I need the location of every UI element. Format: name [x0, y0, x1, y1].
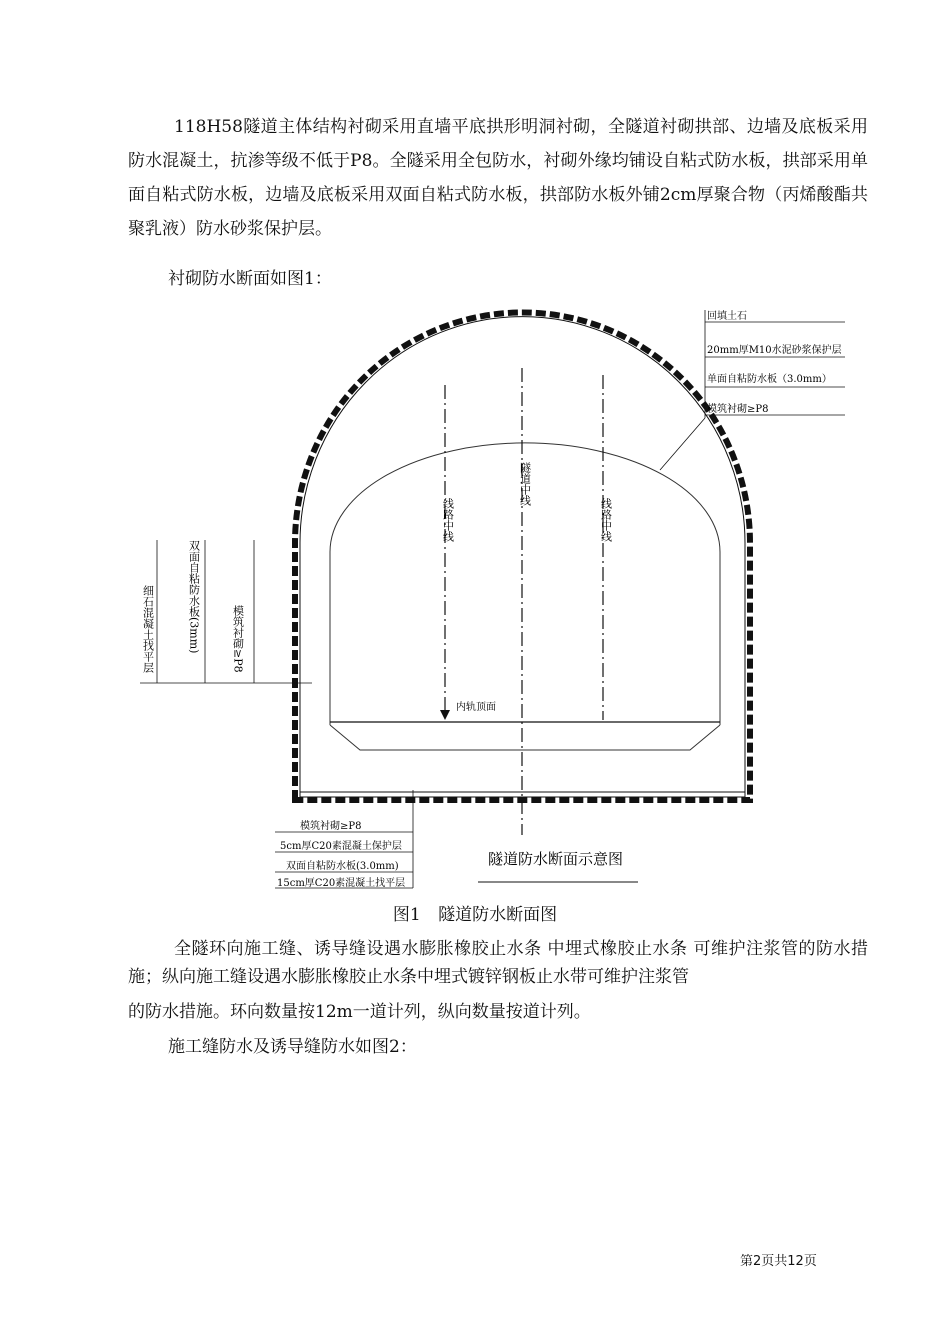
outer-lining-edge — [300, 317, 745, 797]
rail-top-label: 内轨顶面 — [456, 702, 496, 713]
backfill-label: 回填土石 — [707, 311, 747, 322]
bottom-lining-label: 模筑衬砌≥P8 — [300, 821, 362, 832]
left-lining-vlabel: 模筑衬砌≥P8 — [231, 605, 245, 673]
figure-title: 隧道防水断面图 — [438, 905, 558, 925]
single-membrane-label: 单面自粘防水板（3.0mm） — [707, 374, 832, 385]
figure2-reference: 施工缝防水及诱导缝防水如图2： — [168, 1037, 417, 1057]
protection-layer-label: 5cm厚C20素混凝土保护层 — [280, 841, 402, 852]
figure1-reference: 衬砌防水断面如图1： — [168, 269, 332, 289]
leveling-layer-vlabel: 细石混凝土找平层 — [141, 585, 155, 673]
invert-base — [330, 725, 720, 750]
outer-waterproof-layer — [295, 312, 750, 800]
right-lining-label: 模筑衬砌≥P8 — [707, 404, 769, 415]
rail-top-arrow-icon — [440, 710, 450, 720]
mortar-layer-label: 20mm厚M10水泥砂浆保护层 — [707, 345, 842, 356]
figure-caption — [0, 900, 950, 925]
tunnel-centerline-label: 隧道中线 — [518, 462, 532, 506]
quantity-paragraph: 的防水措施。环向数量按12m一道计列，纵向数量按道计列。 — [128, 1002, 591, 1022]
double-membrane-vlabel: 双面自粘防水板(3mm) — [187, 540, 201, 654]
right-centerline-label: 线路中线 — [599, 498, 613, 542]
left-centerline-label: 线路中线 — [441, 498, 455, 542]
bottom-leveling-label: 15cm厚C20素混凝土找平层 — [277, 878, 406, 889]
diagram-title: 隧道防水断面示意图 — [488, 850, 624, 868]
page-number: 第2页共12页 — [740, 1254, 817, 1269]
figure-number: 图1 — [392, 905, 421, 925]
joint-measures-paragraph: 全隧环向施工缝、诱导缝设遇水膨胀橡胶止水条 中埋式橡胶止水条 可维护注浆管的防水措施；纵向施工缝设遇水膨胀橡胶止水条中埋式镀锌钢板止水带可维护注浆管 — [128, 939, 868, 987]
bottom-membrane-label: 双面自粘防水板(3.0mm) — [286, 861, 399, 872]
intro-paragraph: 118H58隧道主体结构衬砌采用直墙平底拱形明洞衬砌，全隧道衬砌拱部、边墙及底板采用防水混凝土，抗渗等级不低于P8。全隧采用全包防水，衬砌外缘均铺设自粘式防水板，拱部采用单面自粘式防水板，边墙及底板采用双面自粘式防水板，拱部防水板外铺2cm厚聚合物（丙烯酸酯共聚乳液）防水砂浆保护层。 — [128, 117, 868, 239]
